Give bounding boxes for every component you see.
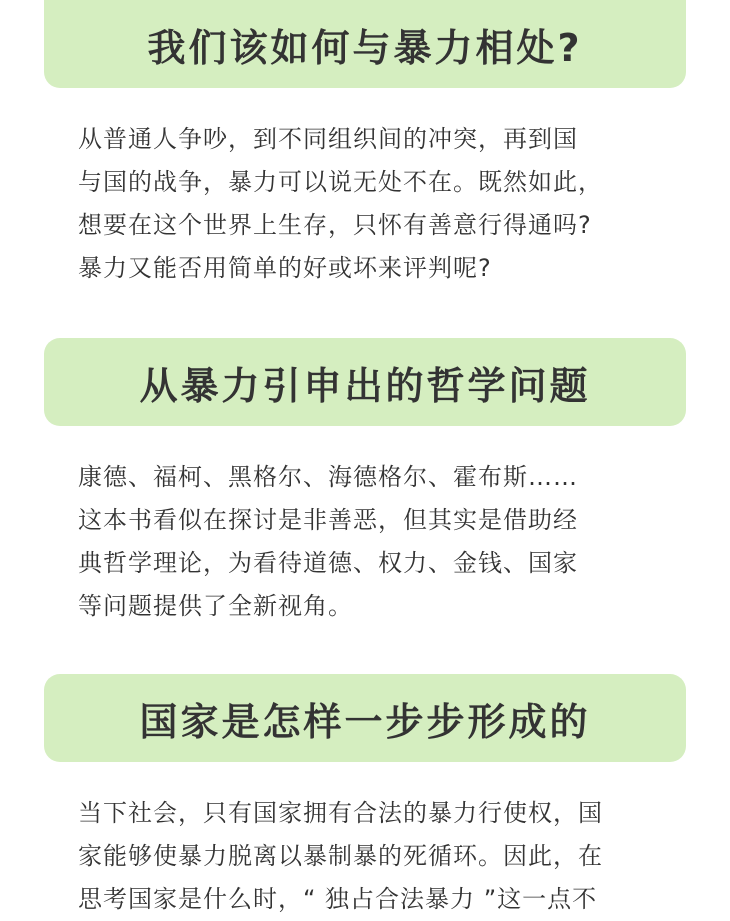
section-header-1: [44, 0, 686, 88]
section-title: 从暴力引申出的哲学问题: [139, 363, 591, 408]
paragraph-line: 这本书看似在探讨是非善恶，但其实是借助经: [78, 506, 578, 534]
paragraph-line: 与国的战争，暴力可以说无处不在。既然如此，: [78, 168, 603, 196]
section-title: 我们该如何与暴力相处?: [147, 25, 583, 70]
paragraph-line: 家能够使暴力脱离以暴制暴的死循环。因此，在: [78, 842, 603, 870]
paragraph-line: 想要在这个世界上生存，只怀有善意行得通吗?: [78, 211, 592, 239]
paragraph-line: 暴力又能否用简单的好或坏来评判呢?: [78, 254, 492, 282]
paragraph-line: 康德、福柯、黑格尔、海德格尔、霍布斯……: [78, 463, 578, 491]
paragraph-line: 思考国家是什么时，“ 独占合法暴力 ”这一点不: [78, 885, 598, 913]
section-header-3: [44, 674, 686, 762]
paragraph-line: 典哲学理论，为看待道德、权力、金钱、国家: [78, 549, 578, 577]
section-paragraph-3: [78, 792, 658, 921]
section-title: 国家是怎样一步步形成的: [139, 699, 591, 744]
paragraph-line: 等问题提供了全新视角。: [78, 592, 353, 620]
paragraph-line: 从普通人争吵，到不同组织间的冲突，再到国: [78, 125, 578, 153]
section-paragraph-1: [78, 118, 658, 290]
section-header-2: [44, 338, 686, 426]
paragraph-line: 当下社会，只有国家拥有合法的暴力行使权，国: [78, 799, 603, 827]
section-paragraph-2: [78, 456, 658, 628]
